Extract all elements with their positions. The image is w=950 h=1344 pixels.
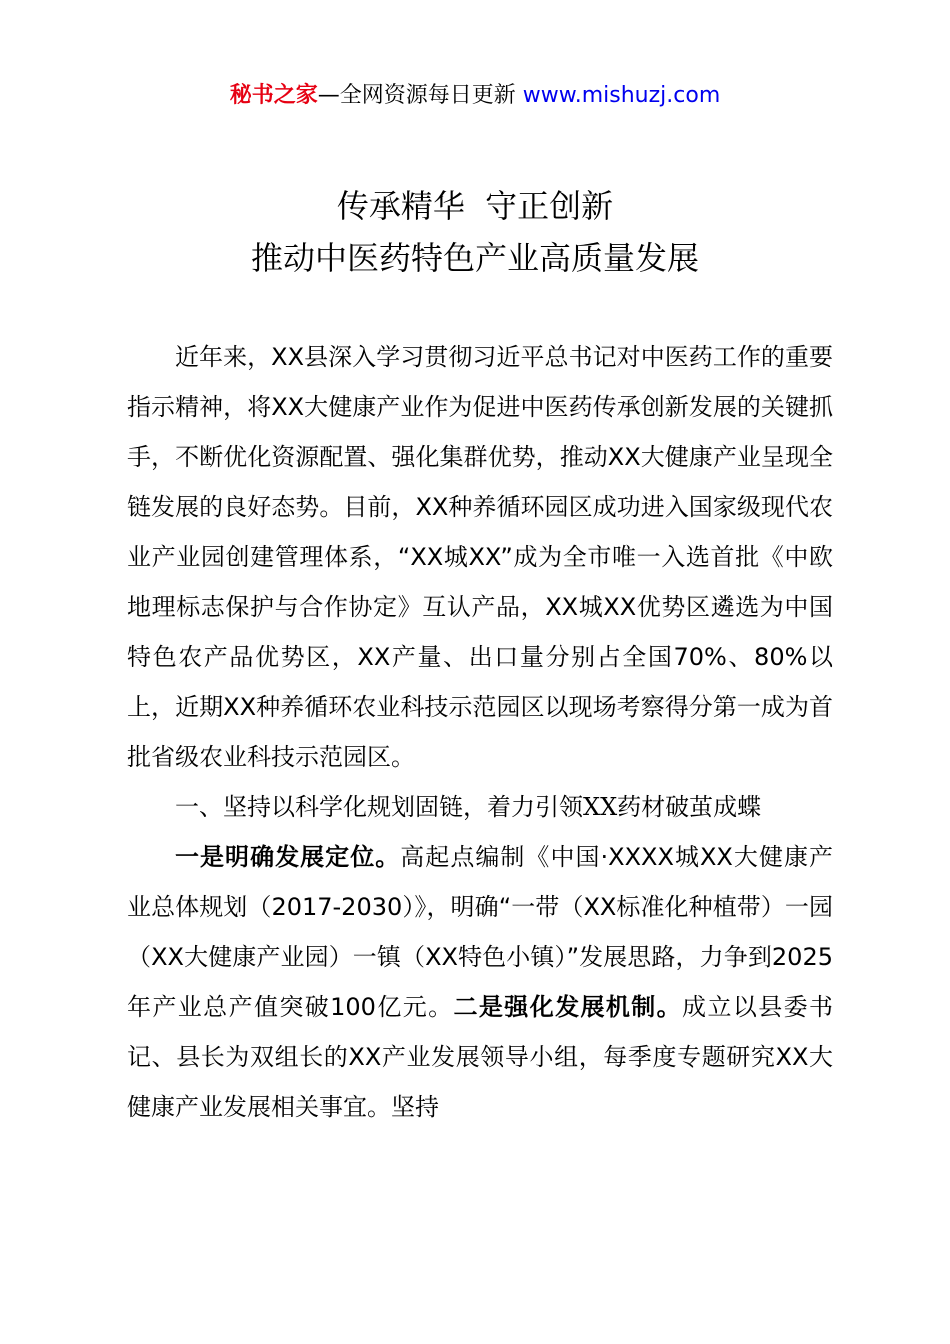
- point-1-text: 高起点编制《中国·XXXX城XX大健康产业总体规划（2017-2030）》，明确“一带（XX标准化种植带）一园（XX大健康产业园）一镇（XX特色小镇）”发展思路，力争到2025年产业总产值突破100亿元。: [127, 843, 833, 1021]
- site-header: [0, 78, 950, 114]
- intro-paragraph: 近年来，XX县深入学习贯彻习近平总书记对中医药工作的重要指示精神，将XX大健康产业作为促进中医药传承创新发展的关键抓手，不断优化资源配置、强化集群优势，推动XX大健康产业呈现全链发展的良好态势。目前，XX种养循环园区成功进入国家级现代农业产业园创建管理体系，“XX城XX”成为全市唯一入选首批《中欧地理标志保护与合作协定》互认产品，XX城XX优势区遴选为中国特色农产品优势区，XX产量、出口量分别占全国70%、80%以上，近期XX种养循环农业科技示范园区以现场考察得分第一成为首批省级农业科技示范园区。: [127, 343, 833, 771]
- point-2-lead: 二是强化发展机制。: [453, 993, 683, 1021]
- section-heading-1: 一、坚持以科学化规划固链，着力引领XX药材破茧成蝶: [175, 793, 762, 821]
- site-url-link[interactable]: www.mishuzj.com: [522, 83, 721, 108]
- title-line-1: 传承精华 守正创新: [336, 187, 614, 225]
- document-title: [0, 180, 950, 284]
- title-line-2: 推动中医药特色产业高质量发展: [250, 239, 699, 277]
- header-slogan: —全网资源每日更新: [317, 83, 523, 108]
- point-paragraph: [127, 832, 833, 1132]
- point-2-text: 成立以县委书记、县长为双组长的XX产业发展领导小组，每季度专题研究XX大健康产业发展相关事宜。坚持: [127, 993, 834, 1121]
- document-body: [127, 332, 833, 1132]
- point-1-lead: 一是明确发展定位。: [175, 843, 401, 871]
- brand-name: 秘书之家: [229, 83, 318, 108]
